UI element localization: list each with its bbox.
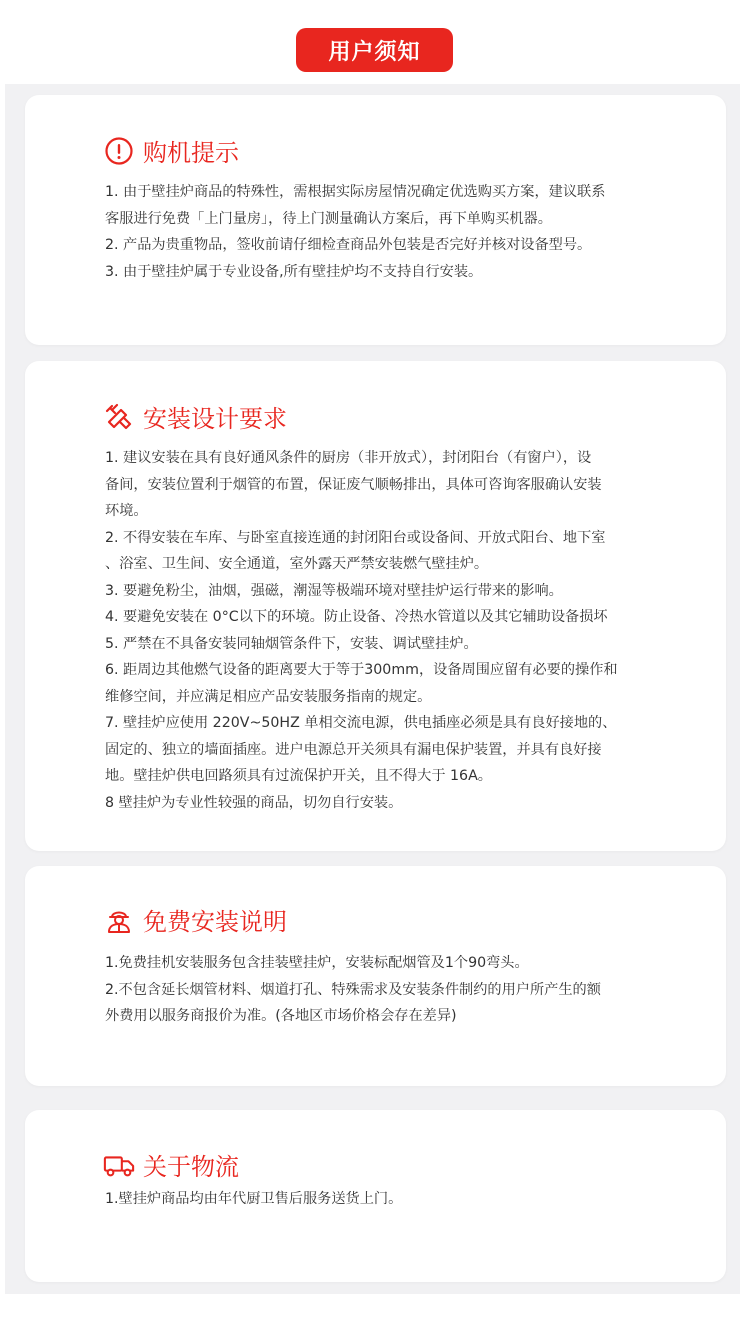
text-line: 1.壁挂炉商品均由年代厨卫售后服务送货上门。: [105, 1191, 403, 1207]
text-line: 维修空间，并应满足相应产品安装服务指南的规定。: [105, 688, 432, 705]
installer-worker-icon: [103, 904, 135, 936]
tools-icon: [103, 401, 135, 433]
user-notice-badge: 用户须知: [296, 28, 453, 72]
logistics-title: [103, 1147, 239, 1182]
purchase-tips-title: [103, 133, 239, 168]
free-install-title: [103, 902, 287, 937]
free-install-card: [25, 866, 726, 1086]
section-title-text: 安装设计要求: [143, 405, 287, 433]
exclamation-circle-icon: [103, 135, 135, 167]
text-line: 3. 要避免粉尘，油烟，强磁，潮湿等极端环境对壁挂炉运行带来的影响。: [105, 582, 563, 599]
text-line: 备间，安装位置利于烟管的布置，保证废气顺畅排出，具体可咨询客服确认安装: [105, 476, 602, 493]
delivery-truck-icon: [103, 1149, 135, 1181]
text-line: 8 壁挂炉为专业性较强的商品，切勿自行安装。: [105, 794, 403, 811]
purchase-tips-card: [25, 95, 726, 345]
install-requirements-body: [105, 445, 705, 816]
section-title-text: 购机提示: [143, 139, 239, 167]
section-title-text: 关于物流: [143, 1153, 239, 1181]
text-line: 外费用以服务商报价为准。(各地区市场价格会存在差异): [105, 1008, 457, 1024]
text-line: 2. 产品为贵重物品，签收前请仔细检查商品外包装是否完好并核对设备型号。: [105, 237, 592, 253]
install-requirements-card: [25, 361, 726, 851]
text-line: 地。壁挂炉供电回路须具有过流保护开关，且不得大于 16A。: [105, 768, 492, 784]
text-line: 环境。: [105, 503, 148, 519]
free-install-body: [105, 950, 705, 1030]
section-title-text: 免费安装说明: [143, 908, 287, 936]
purchase-tips-body: [105, 179, 705, 285]
text-line: 、浴室、卫生间、安全通道，室外露天严禁安装燃气壁挂炉。: [105, 556, 489, 572]
text-line: 3. 由于壁挂炉属于专业设备,所有壁挂炉均不支持自行安装。: [105, 263, 483, 280]
logistics-body: [105, 1186, 705, 1213]
text-line: 7. 壁挂炉应使用 220V~50HZ 单相交流电源，供电插座必须是具有良好接地的、: [105, 715, 617, 731]
text-line: 6. 距周边其他燃气设备的距离要大于等于300mm，设备周围应留有必要的操作和: [105, 662, 618, 678]
text-line: 1.免费挂机安装服务包含挂装壁挂炉，安装标配烟管及1个90弯头。: [105, 955, 529, 971]
install-requirements-title: [103, 399, 287, 434]
text-line: 5. 严禁在不具备安装同轴烟管条件下，安装、调试壁挂炉。: [105, 635, 478, 652]
text-line: 固定的、独立的墙面插座。进户电源总开关须具有漏电保护装置，并具有良好接: [105, 741, 602, 758]
text-line: 1. 建议安装在具有良好通风条件的厨房（非开放式），封闭阳台（有窗户），设: [105, 450, 592, 466]
text-line: 客服进行免费「上门量房」，待上门测量确认方案后，再下单购买机器。: [105, 210, 552, 227]
logistics-card: [25, 1110, 726, 1282]
text-line: 1. 由于壁挂炉商品的特殊性，需根据实际房屋情况确定优选购买方案，建议联系: [105, 184, 606, 200]
text-line: 2. 不得安装在车库、与卧室直接连通的封闭阳台或设备间、开放式阳台、地下室: [105, 529, 606, 546]
text-line: 2.不包含延长烟管材料、烟道打孔、特殊需求及安装条件制约的用户所产生的额: [105, 981, 601, 998]
text-line: 4. 要避免安装在 0°C以下的环境。防止设备、冷热水管道以及其它辅助设备损坏: [105, 609, 608, 625]
